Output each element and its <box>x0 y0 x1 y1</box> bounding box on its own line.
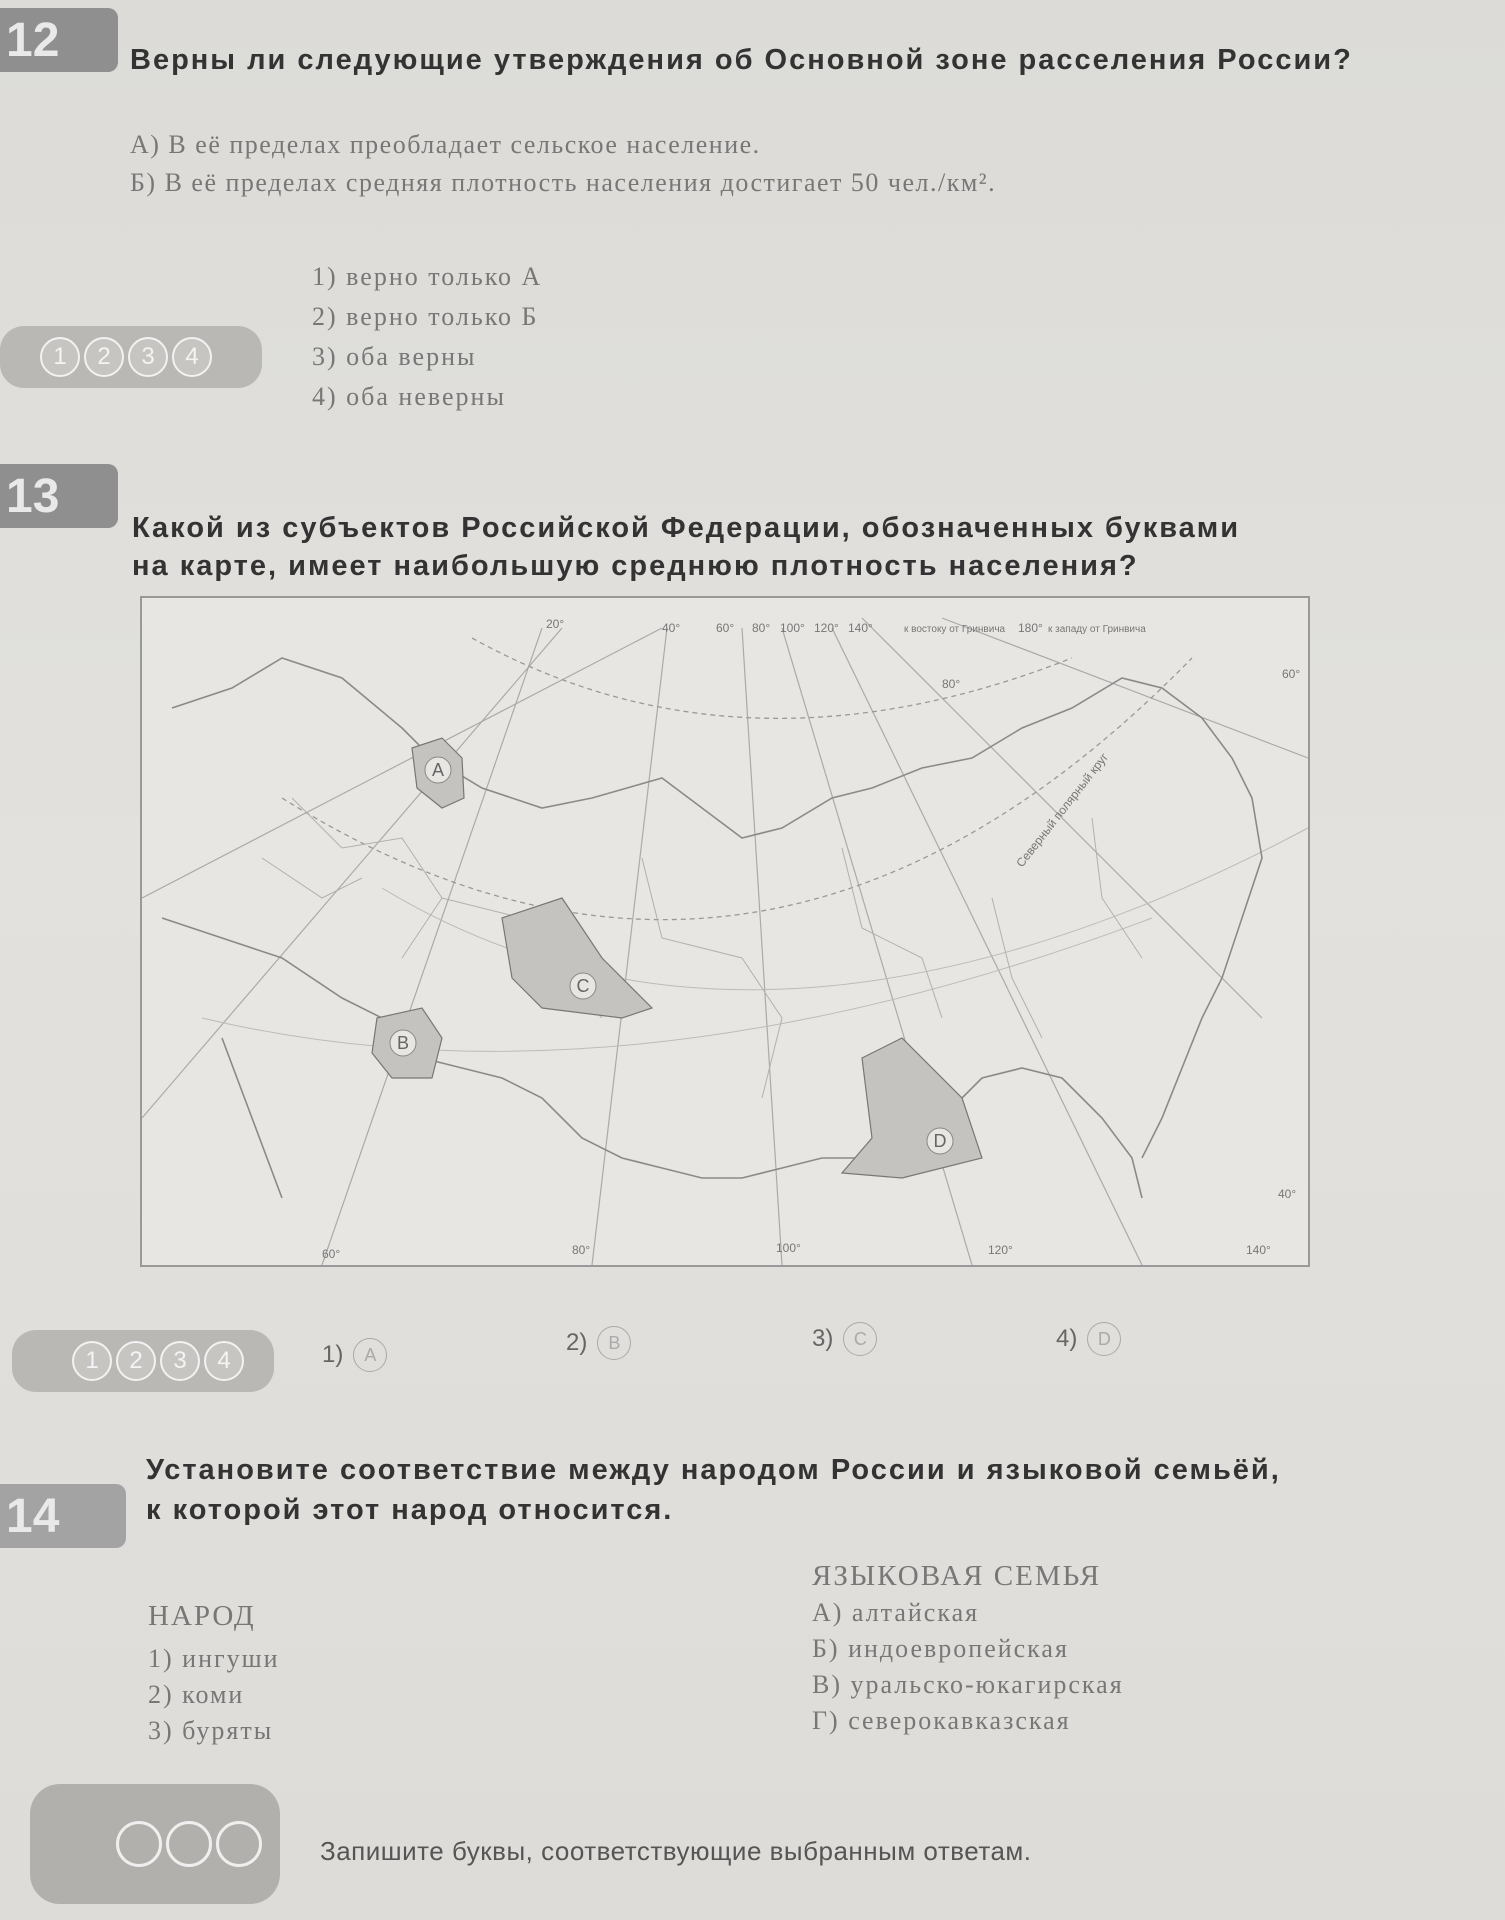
q13-choice-1-letter: A <box>353 1338 387 1372</box>
russia-map <box>140 596 1310 1267</box>
q14-answer-box <box>30 1784 280 1904</box>
region-c-label: C <box>576 976 590 996</box>
map-top-label-80: 80° <box>752 621 771 635</box>
q13-choice-3-letter: C <box>843 1322 877 1356</box>
q12-option-3: 3) оба верны <box>312 342 477 371</box>
question-number-12: 12 <box>0 8 118 72</box>
region-b-label: B <box>396 1033 410 1053</box>
q13-choice-2-letter: B <box>597 1326 631 1360</box>
q12-answer-circle-4[interactable]: 4 <box>172 337 212 377</box>
map-bottom-label-60: 60° <box>322 1247 341 1261</box>
question-13-title-line1: Какой из субъектов Российской Федерации, обозначенных буквами <box>132 512 1241 544</box>
language-item-c: В) уральско-юкагирская <box>812 1670 1124 1699</box>
q13-choice-1-num: 1) <box>322 1341 344 1368</box>
region-a-label: A <box>431 760 445 780</box>
q13-answer-circle-1[interactable]: 1 <box>72 1341 112 1381</box>
question-number-13: 13 <box>0 464 118 528</box>
q13-answer-circle-4[interactable]: 4 <box>204 1341 244 1381</box>
map-top-label-20: 20° <box>546 617 565 631</box>
q12-option-4: 4) оба неверны <box>312 382 506 411</box>
region-d-label: D <box>933 1131 947 1151</box>
q13-choice-4-num: 4) <box>1056 1325 1078 1352</box>
q12-option-2: 2) верно только Б <box>312 302 539 331</box>
q13-choice-1[interactable] <box>322 1338 387 1372</box>
question-number-14: 14 <box>0 1484 126 1548</box>
q13-choice-2-num: 2) <box>566 1329 588 1356</box>
arctic-circle-label: Северный полярный круг <box>1013 750 1112 870</box>
q14-answer-circle-1[interactable] <box>116 1821 162 1867</box>
q13-answer-box <box>12 1330 274 1392</box>
q12-answer-circle-3[interactable]: 3 <box>128 337 168 377</box>
q12-answer-circle-1[interactable]: 1 <box>40 337 80 377</box>
q13-answer-circle-3[interactable]: 3 <box>160 1341 200 1381</box>
map-svg <box>142 598 1308 1265</box>
q13-choice-3[interactable] <box>812 1322 877 1356</box>
map-top-label-40: 40° <box>662 621 681 635</box>
question-12-title: Верны ли следующие утверждения об Основной зоне расселения России? <box>130 44 1353 76</box>
map-bottom-label-100: 100° <box>776 1241 801 1255</box>
people-item-2: 2) коми <box>148 1680 245 1709</box>
statement-b: Б) В её пределах средняя плотность населения достигает 50 чел./км². <box>130 168 997 197</box>
q12-answer-box <box>0 326 262 388</box>
language-item-b: Б) индоевропейская <box>812 1634 1069 1663</box>
map-side-label-80: 80° <box>942 677 961 691</box>
map-label-east: к востоку от Гринвича <box>904 624 1006 635</box>
map-top-label-140: 140° <box>848 621 873 635</box>
map-top-label-100: 100° <box>780 621 805 635</box>
q14-answer-circle-3[interactable] <box>216 1821 262 1867</box>
map-top-label-120: 120° <box>814 621 839 635</box>
q12-option-1: 1) верно только А <box>312 262 543 291</box>
peoples-column-header: НАРОД <box>148 1600 256 1632</box>
map-label-west: к западу от Гринвича <box>1048 624 1146 635</box>
statement-a: А) В её пределах преобладает сельское население. <box>130 130 761 159</box>
answer-instruction: Запишите буквы, соответствующие выбранным ответам. <box>320 1836 1032 1866</box>
people-item-1: 1) ингуши <box>148 1644 280 1673</box>
map-side-label-60: 60° <box>1282 667 1301 681</box>
people-item-3: 3) буряты <box>148 1716 274 1745</box>
map-bottom-label-80: 80° <box>572 1243 591 1257</box>
q13-choice-4[interactable] <box>1056 1322 1121 1356</box>
map-bottom-label-120: 120° <box>988 1243 1013 1257</box>
question-14-title-line2: к которой этот народ относится. <box>146 1494 674 1526</box>
map-side-label-40: 40° <box>1278 1187 1297 1201</box>
q12-answer-circle-2[interactable]: 2 <box>84 337 124 377</box>
q13-answer-circle-2[interactable]: 2 <box>116 1341 156 1381</box>
question-13-title-line2: на карте, имеет наибольшую среднюю плотность населения? <box>132 550 1139 582</box>
language-item-a: А) алтайская <box>812 1598 980 1627</box>
q13-choice-2[interactable] <box>566 1326 631 1360</box>
question-14-title-line1: Установите соответствие между народом России и языковой семьёй, <box>146 1454 1281 1486</box>
map-bottom-label-140: 140° <box>1246 1243 1271 1257</box>
map-top-label-60: 60° <box>716 621 735 635</box>
map-top-label-180: 180° <box>1018 621 1043 635</box>
q13-choice-4-letter: D <box>1087 1322 1121 1356</box>
q14-answer-circle-2[interactable] <box>166 1821 212 1867</box>
language-item-d: Г) северокавказская <box>812 1706 1071 1735</box>
language-family-column-header: ЯЗЫКОВАЯ СЕМЬЯ <box>812 1560 1102 1592</box>
q13-choice-3-num: 3) <box>812 1325 834 1352</box>
